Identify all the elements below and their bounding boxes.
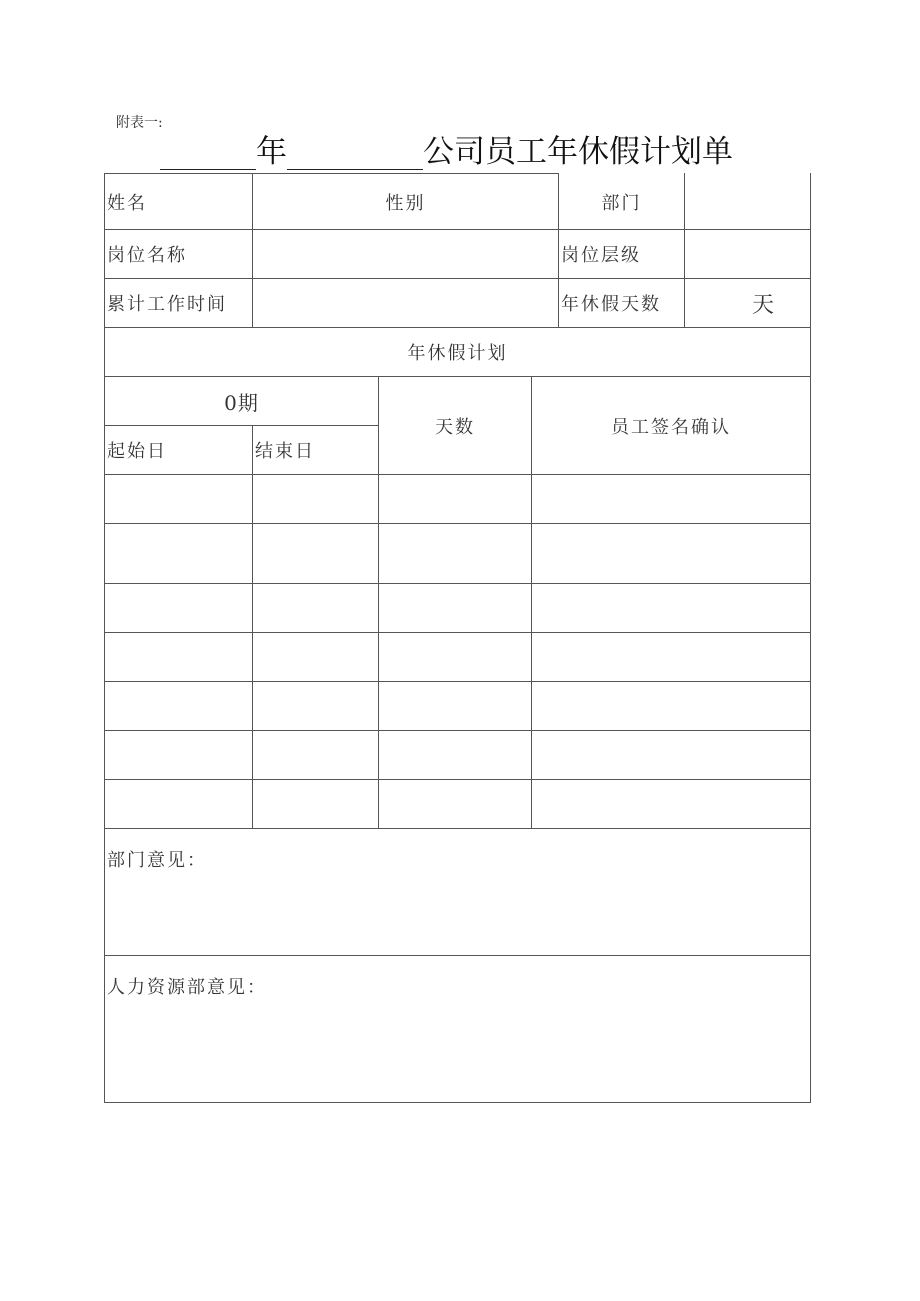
row-2-end[interactable] xyxy=(253,524,378,583)
position-label: 岗位名称 xyxy=(107,245,187,266)
hr-opinion-field[interactable] xyxy=(105,1006,810,1101)
row-6-sign[interactable] xyxy=(532,731,810,779)
hr-opinion-label: 人力资源部意见： xyxy=(107,977,267,998)
name-label: 姓名 xyxy=(107,192,147,214)
row-4-start[interactable] xyxy=(105,633,252,681)
title-year-suffix: 年 xyxy=(256,134,287,170)
row-4-days[interactable] xyxy=(379,633,531,681)
position-input[interactable] xyxy=(253,230,558,278)
appendix-label: 附表一: xyxy=(116,115,163,131)
table-line xyxy=(104,828,811,829)
dept-label: 部门 xyxy=(601,192,642,214)
row-1-sign[interactable] xyxy=(532,475,810,523)
row-5-start[interactable] xyxy=(105,682,252,730)
row-3-sign[interactable] xyxy=(532,584,810,632)
end-date-header: 结束日 xyxy=(255,441,315,462)
level-input[interactable] xyxy=(685,230,810,278)
table-line xyxy=(810,173,811,1103)
work-time-label: 累计工作时间 xyxy=(107,294,227,315)
gender-label: 性别 xyxy=(385,192,426,214)
title-text: 公司员工年休假计划单 xyxy=(423,134,733,170)
table-line xyxy=(104,955,811,956)
row-6-start[interactable] xyxy=(105,731,252,779)
row-1-days[interactable] xyxy=(379,475,531,523)
row-6-days[interactable] xyxy=(379,731,531,779)
row-2-sign[interactable] xyxy=(532,524,810,583)
days-unit: 天 xyxy=(751,292,776,318)
table-line xyxy=(104,1102,811,1103)
row-4-end[interactable] xyxy=(253,633,378,681)
annual-days-label: 年休假天数 xyxy=(561,294,661,315)
row-6-end[interactable] xyxy=(253,731,378,779)
row-7-start[interactable] xyxy=(105,780,252,828)
days-header: 天数 xyxy=(435,416,475,438)
row-4-sign[interactable] xyxy=(532,633,810,681)
row-7-days[interactable] xyxy=(379,780,531,828)
level-label: 岗位层级 xyxy=(561,245,641,266)
row-2-days[interactable] xyxy=(379,524,531,583)
sign-header: 员工签名确认 xyxy=(611,416,731,438)
row-7-sign[interactable] xyxy=(532,780,810,828)
start-date-header: 起始日 xyxy=(107,441,167,462)
dept-opinion-field[interactable] xyxy=(105,880,810,954)
row-5-end[interactable] xyxy=(253,682,378,730)
row-3-start[interactable] xyxy=(105,584,252,632)
plan-section-title: 年休假计划 xyxy=(407,343,508,364)
dept-opinion-label: 部门意见： xyxy=(107,850,207,871)
row-1-end[interactable] xyxy=(253,475,378,523)
row-2-start[interactable] xyxy=(105,524,252,583)
row-3-end[interactable] xyxy=(253,584,378,632)
dept-input[interactable] xyxy=(685,174,810,229)
row-5-sign[interactable] xyxy=(532,682,810,730)
annual-days-field[interactable] xyxy=(685,279,810,327)
row-5-days[interactable] xyxy=(379,682,531,730)
row-1-start[interactable] xyxy=(105,475,252,523)
work-time-input[interactable] xyxy=(253,279,558,327)
row-3-days[interactable] xyxy=(379,584,531,632)
row-7-end[interactable] xyxy=(253,780,378,828)
period-label: 0期 xyxy=(224,390,259,415)
